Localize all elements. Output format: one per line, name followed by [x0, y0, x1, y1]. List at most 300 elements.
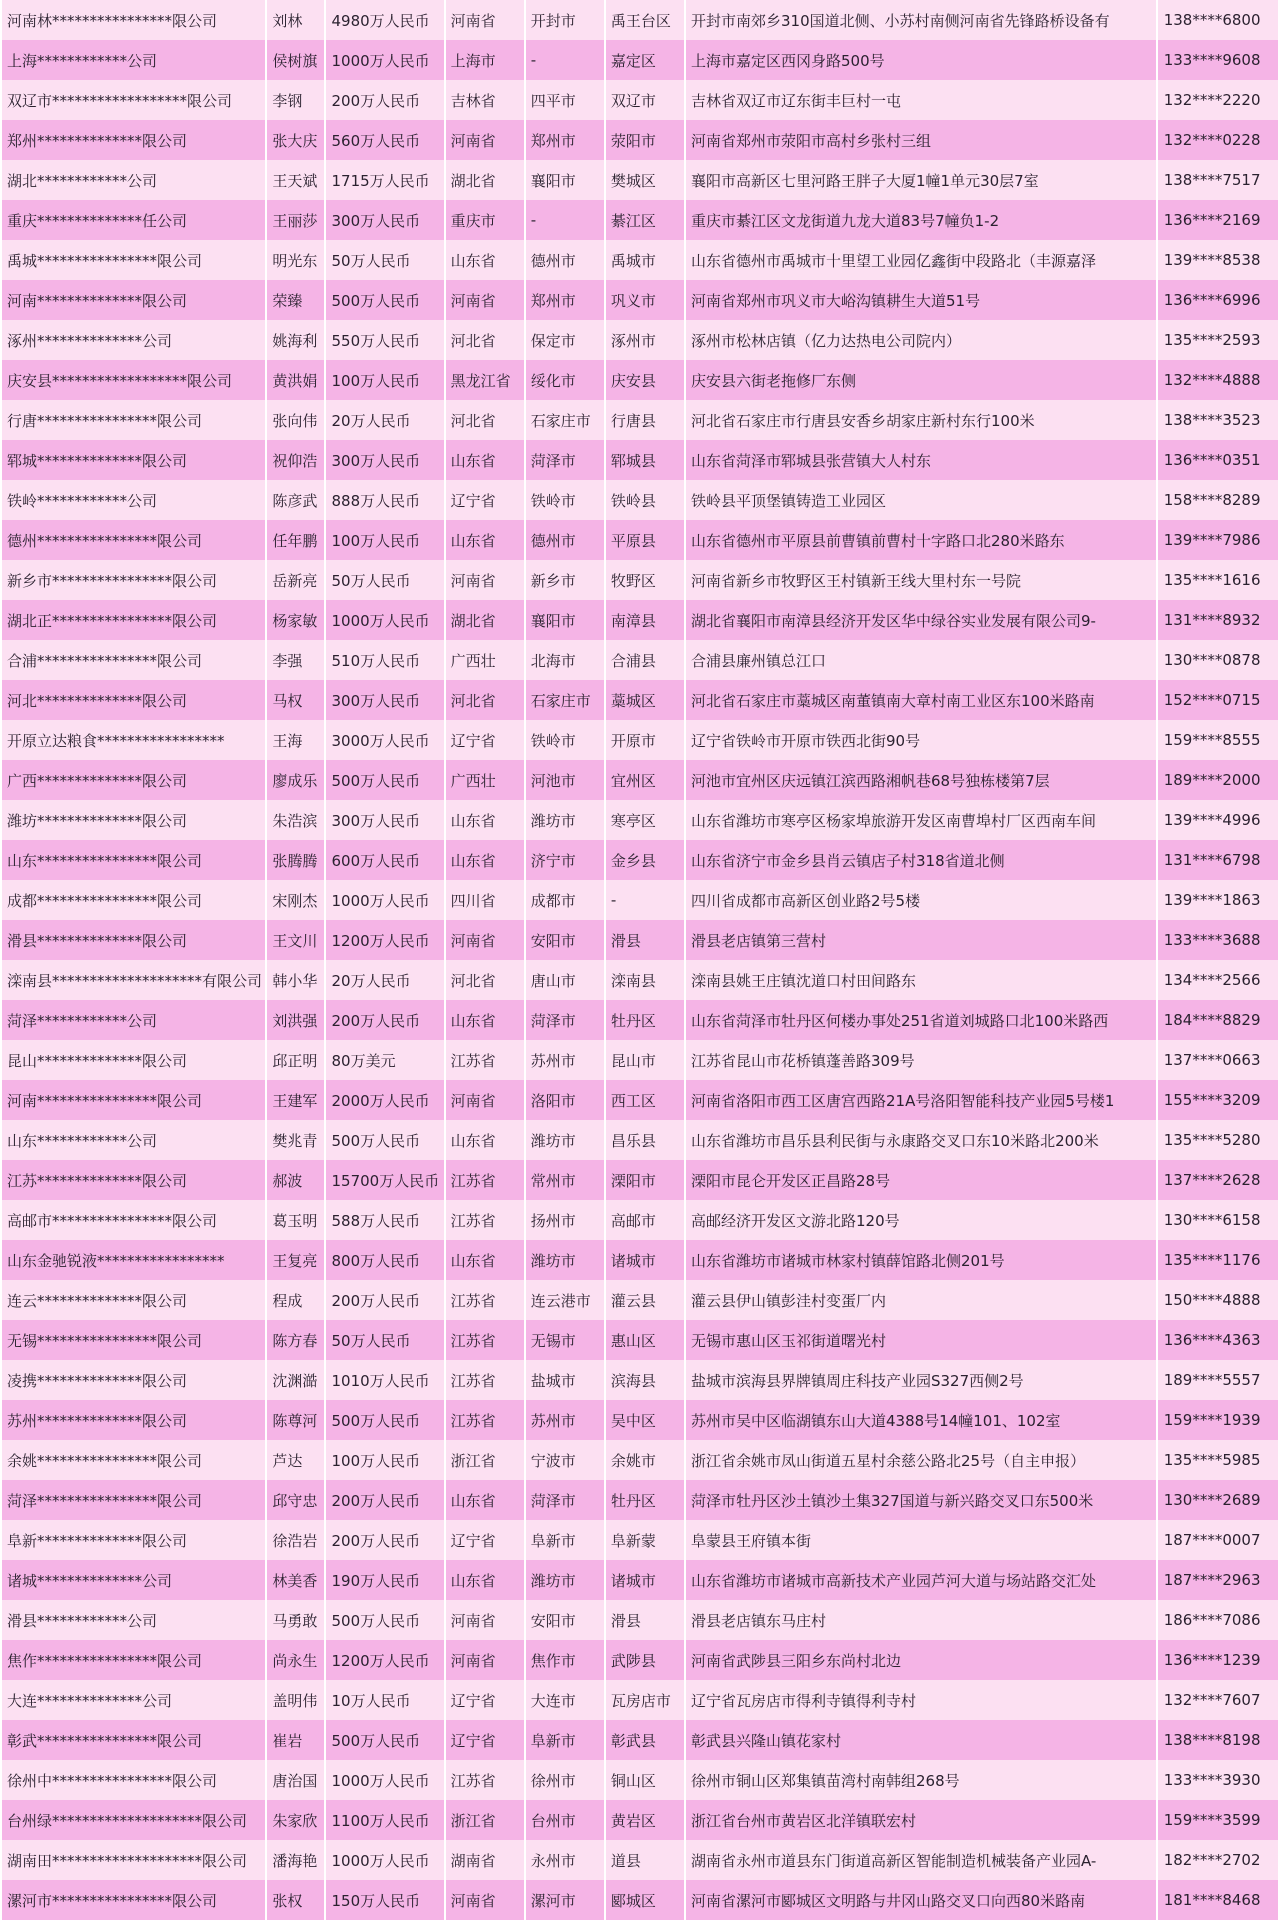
address-cell: 辽宁省瓦房店市得利寺镇得利寺村 — [686, 1680, 1156, 1720]
address-cell: 浙江省台州市黄岩区北洋镇联宏村 — [686, 1800, 1156, 1840]
registered-capital-cell: 200万人民币 — [326, 80, 443, 120]
district-cell: 綦江区 — [606, 200, 684, 240]
district-cell: 樊城区 — [606, 160, 684, 200]
registered-capital-cell: 100万人民币 — [326, 520, 443, 560]
address-cell: 盐城市滨海县界牌镇周庄科技产业园S327西侧2号 — [686, 1360, 1156, 1400]
city-cell: 焦作市 — [526, 1640, 604, 1680]
company-name-cell: 诸城**************公司 — [2, 1560, 265, 1600]
table-body — [2, 0, 1278, 1920]
city-cell: 德州市 — [526, 240, 604, 280]
city-cell: 河池市 — [526, 760, 604, 800]
legal-person-cell: 沈渊澔 — [267, 1360, 324, 1400]
city-cell: 洛阳市 — [526, 1080, 604, 1120]
legal-person-cell: 杨家敏 — [267, 600, 324, 640]
province-cell: 江苏省 — [446, 1200, 524, 1240]
table-row — [2, 1440, 1278, 1480]
legal-person-cell: 陈尊河 — [267, 1400, 324, 1440]
table-row — [2, 240, 1278, 280]
table-row — [2, 1640, 1278, 1680]
company-name-cell: 高邮市****************限公司 — [2, 1200, 265, 1240]
province-cell: 河南省 — [446, 1600, 524, 1640]
city-cell: 菏泽市 — [526, 440, 604, 480]
phone-cell: 189****2000 — [1158, 760, 1278, 800]
registered-capital-cell: 1200万人民币 — [326, 1640, 443, 1680]
table-row — [2, 480, 1278, 520]
phone-cell: 137****2628 — [1158, 1160, 1278, 1200]
registered-capital-cell: 550万人民币 — [326, 320, 443, 360]
phone-cell: 135****1176 — [1158, 1240, 1278, 1280]
district-cell: 宜州区 — [606, 760, 684, 800]
address-cell: 襄阳市高新区七里河路王胖子大厦1幢1单元30层7室 — [686, 160, 1156, 200]
city-cell: 永州市 — [526, 1840, 604, 1880]
legal-person-cell: 刘洪强 — [267, 1000, 324, 1040]
phone-cell: 158****8289 — [1158, 480, 1278, 520]
province-cell: 浙江省 — [446, 1800, 524, 1840]
legal-person-cell: 郝波 — [267, 1160, 324, 1200]
address-cell: 菏泽市牡丹区沙土镇沙土集327国道与新兴路交叉口东500米 — [686, 1480, 1156, 1520]
province-cell: 江苏省 — [446, 1040, 524, 1080]
address-cell: 河南省武陟县三阳乡东尚村北边 — [686, 1640, 1156, 1680]
table-row — [2, 400, 1278, 440]
company-name-cell: 行唐****************限公司 — [2, 400, 265, 440]
phone-cell: 134****2566 — [1158, 960, 1278, 1000]
district-cell: 郓城县 — [606, 440, 684, 480]
legal-person-cell: 韩小华 — [267, 960, 324, 1000]
phone-cell: 136****2169 — [1158, 200, 1278, 240]
phone-cell: 136****1239 — [1158, 1640, 1278, 1680]
table-row — [2, 1160, 1278, 1200]
province-cell: 辽宁省 — [446, 720, 524, 760]
province-cell: 河南省 — [446, 1880, 524, 1920]
table-row — [2, 1480, 1278, 1520]
province-cell: 河南省 — [446, 920, 524, 960]
city-cell: 阜新市 — [526, 1520, 604, 1560]
registered-capital-cell: 50万人民币 — [326, 1320, 443, 1360]
legal-person-cell: 朱浩滨 — [267, 800, 324, 840]
phone-cell: 139****4996 — [1158, 800, 1278, 840]
legal-person-cell: 李钢 — [267, 80, 324, 120]
province-cell: 江苏省 — [446, 1760, 524, 1800]
province-cell: 山东省 — [446, 240, 524, 280]
legal-person-cell: 侯树旗 — [267, 40, 324, 80]
legal-person-cell: 陈方春 — [267, 1320, 324, 1360]
registered-capital-cell: 300万人民币 — [326, 800, 443, 840]
address-cell: 浙江省余姚市凤山街道五星村余慈公路北25号（自主申报） — [686, 1440, 1156, 1480]
legal-person-cell: 陈彦武 — [267, 480, 324, 520]
registered-capital-cell: 300万人民币 — [326, 680, 443, 720]
legal-person-cell: 廖成乐 — [267, 760, 324, 800]
table-row — [2, 1880, 1278, 1920]
province-cell: 河南省 — [446, 120, 524, 160]
city-cell: 苏州市 — [526, 1040, 604, 1080]
legal-person-cell: 王文川 — [267, 920, 324, 960]
city-cell: 潍坊市 — [526, 800, 604, 840]
registered-capital-cell: 200万人民币 — [326, 1480, 443, 1520]
table-row — [2, 1840, 1278, 1880]
company-name-cell: 焦作****************限公司 — [2, 1640, 265, 1680]
district-cell: 合浦县 — [606, 640, 684, 680]
table-row — [2, 280, 1278, 320]
company-name-cell: 禹城****************限公司 — [2, 240, 265, 280]
table-row — [2, 160, 1278, 200]
table-row — [2, 1240, 1278, 1280]
district-cell: 阜新蒙 — [606, 1520, 684, 1560]
company-name-cell: 上海************公司 — [2, 40, 265, 80]
table-row — [2, 1200, 1278, 1240]
address-cell: 庆安县六街老拖修厂东侧 — [686, 360, 1156, 400]
registered-capital-cell: 1000万人民币 — [326, 600, 443, 640]
province-cell: 山东省 — [446, 1560, 524, 1600]
city-cell: 石家庄市 — [526, 680, 604, 720]
company-name-cell: 涿州**************公司 — [2, 320, 265, 360]
phone-cell: 133****9608 — [1158, 40, 1278, 80]
address-cell: 开封市南郊乡310国道北侧、小苏村南侧河南省先锋路桥设备有 — [686, 0, 1156, 40]
table-row — [2, 800, 1278, 840]
address-cell: 辽宁省铁岭市开原市铁西北街90号 — [686, 720, 1156, 760]
city-cell: 德州市 — [526, 520, 604, 560]
registered-capital-cell: 3000万人民币 — [326, 720, 443, 760]
registered-capital-cell: 500万人民币 — [326, 1600, 443, 1640]
province-cell: 湖南省 — [446, 1840, 524, 1880]
city-cell: 潍坊市 — [526, 1240, 604, 1280]
province-cell: 辽宁省 — [446, 1680, 524, 1720]
phone-cell: 159****1939 — [1158, 1400, 1278, 1440]
registered-capital-cell: 2000万人民币 — [326, 1080, 443, 1120]
phone-cell: 133****3688 — [1158, 920, 1278, 960]
province-cell: 江苏省 — [446, 1160, 524, 1200]
address-cell: 山东省潍坊市诸城市林家村镇薛馆路北侧201号 — [686, 1240, 1156, 1280]
registered-capital-cell: 800万人民币 — [326, 1240, 443, 1280]
phone-cell: 181****8468 — [1158, 1880, 1278, 1920]
city-cell: 漯河市 — [526, 1880, 604, 1920]
registered-capital-cell: 500万人民币 — [326, 1720, 443, 1760]
phone-cell: 130****2689 — [1158, 1480, 1278, 1520]
phone-cell: 132****0228 — [1158, 120, 1278, 160]
address-cell: 灌云县伊山镇彭洼村变蛋厂内 — [686, 1280, 1156, 1320]
district-cell: 荥阳市 — [606, 120, 684, 160]
province-cell: 河南省 — [446, 1640, 524, 1680]
district-cell: 禹王台区 — [606, 0, 684, 40]
table-row — [2, 360, 1278, 400]
district-cell: 滦南县 — [606, 960, 684, 1000]
district-cell: 昌乐县 — [606, 1120, 684, 1160]
registered-capital-cell: 100万人民币 — [326, 1440, 443, 1480]
table-row — [2, 1720, 1278, 1760]
phone-cell: 187****2963 — [1158, 1560, 1278, 1600]
table-row — [2, 960, 1278, 1000]
company-name-cell: 德州****************限公司 — [2, 520, 265, 560]
company-name-cell: 开原立达粮食***************** — [2, 720, 265, 760]
district-cell: 牡丹区 — [606, 1000, 684, 1040]
address-cell: 无锡市惠山区玉祁街道曙光村 — [686, 1320, 1156, 1360]
registered-capital-cell: 510万人民币 — [326, 640, 443, 680]
legal-person-cell: 李强 — [267, 640, 324, 680]
district-cell: 双辽市 — [606, 80, 684, 120]
address-cell: 徐州市铜山区郑集镇苗湾村南韩组268号 — [686, 1760, 1156, 1800]
city-cell: 济宁市 — [526, 840, 604, 880]
district-cell: 昆山市 — [606, 1040, 684, 1080]
phone-cell: 130****6158 — [1158, 1200, 1278, 1240]
legal-person-cell: 葛玉明 — [267, 1200, 324, 1240]
province-cell: 广西壮 — [446, 760, 524, 800]
legal-person-cell: 盖明伟 — [267, 1680, 324, 1720]
company-name-cell: 湖北************公司 — [2, 160, 265, 200]
registered-capital-cell: 50万人民币 — [326, 240, 443, 280]
legal-person-cell: 邱守忠 — [267, 1480, 324, 1520]
district-cell: 武陟县 — [606, 1640, 684, 1680]
district-cell: 巩义市 — [606, 280, 684, 320]
company-name-cell: 山东金驰锐液***************** — [2, 1240, 265, 1280]
company-name-cell: 阜新**************限公司 — [2, 1520, 265, 1560]
city-cell: 唐山市 — [526, 960, 604, 1000]
legal-person-cell: 黄洪娟 — [267, 360, 324, 400]
district-cell: 西工区 — [606, 1080, 684, 1120]
registered-capital-cell: 100万人民币 — [326, 360, 443, 400]
district-cell: 南漳县 — [606, 600, 684, 640]
address-cell: 河北省石家庄市行唐县安香乡胡家庄新村东行100米 — [686, 400, 1156, 440]
company-name-cell: 菏泽************公司 — [2, 1000, 265, 1040]
phone-cell: 182****2702 — [1158, 1840, 1278, 1880]
company-name-cell: 湖南田********************限公司 — [2, 1840, 265, 1880]
city-cell: 安阳市 — [526, 1600, 604, 1640]
company-name-cell: 广西**************限公司 — [2, 760, 265, 800]
company-name-cell: 河南林****************限公司 — [2, 0, 265, 40]
city-cell: 郑州市 — [526, 280, 604, 320]
legal-person-cell: 王丽莎 — [267, 200, 324, 240]
district-cell: 涿州市 — [606, 320, 684, 360]
company-name-cell: 潍坊**************限公司 — [2, 800, 265, 840]
legal-person-cell: 王建军 — [267, 1080, 324, 1120]
registered-capital-cell: 1200万人民币 — [326, 920, 443, 960]
province-cell: 江苏省 — [446, 1400, 524, 1440]
phone-cell: 138****6800 — [1158, 0, 1278, 40]
legal-person-cell: 程成 — [267, 1280, 324, 1320]
table-row — [2, 1320, 1278, 1360]
province-cell: 辽宁省 — [446, 1720, 524, 1760]
city-cell: 绥化市 — [526, 360, 604, 400]
legal-person-cell: 任年鹏 — [267, 520, 324, 560]
district-cell: - — [606, 880, 684, 920]
legal-person-cell: 潘海艳 — [267, 1840, 324, 1880]
city-cell: 菏泽市 — [526, 1480, 604, 1520]
table-row — [2, 40, 1278, 80]
legal-person-cell: 芦达 — [267, 1440, 324, 1480]
district-cell: 铁岭县 — [606, 480, 684, 520]
table-row — [2, 440, 1278, 480]
table-row — [2, 520, 1278, 560]
company-name-cell: 江苏**************限公司 — [2, 1160, 265, 1200]
province-cell: 河南省 — [446, 560, 524, 600]
table-row — [2, 760, 1278, 800]
registered-capital-cell: 888万人民币 — [326, 480, 443, 520]
registered-capital-cell: 500万人民币 — [326, 1120, 443, 1160]
registered-capital-cell: 560万人民币 — [326, 120, 443, 160]
company-name-cell: 菏泽****************限公司 — [2, 1480, 265, 1520]
legal-person-cell: 张大庆 — [267, 120, 324, 160]
table-row — [2, 1520, 1278, 1560]
address-cell: 上海市嘉定区西冈身路500号 — [686, 40, 1156, 80]
district-cell: 诸城市 — [606, 1560, 684, 1600]
phone-cell: 184****8829 — [1158, 1000, 1278, 1040]
address-cell: 溧阳市昆仑开发区正昌路28号 — [686, 1160, 1156, 1200]
address-cell: 河南省漯河市郾城区文明路与井冈山路交叉口向西80米路南 — [686, 1880, 1156, 1920]
legal-person-cell: 岳新亮 — [267, 560, 324, 600]
district-cell: 滨海县 — [606, 1360, 684, 1400]
city-cell: 铁岭市 — [526, 720, 604, 760]
registered-capital-cell: 15700万人民币 — [326, 1160, 443, 1200]
legal-person-cell: 宋刚杰 — [267, 880, 324, 920]
district-cell: 滑县 — [606, 1600, 684, 1640]
province-cell: 重庆市 — [446, 200, 524, 240]
province-cell: 湖北省 — [446, 600, 524, 640]
city-cell: 潍坊市 — [526, 1120, 604, 1160]
city-cell: 台州市 — [526, 1800, 604, 1840]
district-cell: 禹城市 — [606, 240, 684, 280]
registered-capital-cell: 588万人民币 — [326, 1200, 443, 1240]
address-cell: 山东省潍坊市诸城市高新技术产业园芦河大道与场站路交汇处 — [686, 1560, 1156, 1600]
company-name-cell: 河北**************限公司 — [2, 680, 265, 720]
table-row — [2, 1080, 1278, 1120]
company-name-cell: 无锡****************限公司 — [2, 1320, 265, 1360]
province-cell: 湖北省 — [446, 160, 524, 200]
table-row — [2, 0, 1278, 40]
district-cell: 铜山区 — [606, 1760, 684, 1800]
city-cell: 襄阳市 — [526, 600, 604, 640]
address-cell: 山东省德州市平原县前曹镇前曹村十字路口北280米路东 — [686, 520, 1156, 560]
address-cell: 滑县老店镇东马庄村 — [686, 1600, 1156, 1640]
company-name-cell: 河南****************限公司 — [2, 1080, 265, 1120]
address-cell: 湖北省襄阳市南漳县经济开发区华中绿谷实业发展有限公司9- — [686, 600, 1156, 640]
phone-cell: 135****2593 — [1158, 320, 1278, 360]
company-name-cell: 湖北正****************限公司 — [2, 600, 265, 640]
district-cell: 彰武县 — [606, 1720, 684, 1760]
province-cell: 山东省 — [446, 840, 524, 880]
province-cell: 四川省 — [446, 880, 524, 920]
phone-cell: 136****4363 — [1158, 1320, 1278, 1360]
table-row — [2, 1360, 1278, 1400]
province-cell: 河北省 — [446, 960, 524, 1000]
registered-capital-cell: 50万人民币 — [326, 560, 443, 600]
address-cell: 河南省郑州市荥阳市高村乡张村三组 — [686, 120, 1156, 160]
district-cell: 嘉定区 — [606, 40, 684, 80]
legal-person-cell: 唐治国 — [267, 1760, 324, 1800]
legal-person-cell: 祝仰浩 — [267, 440, 324, 480]
province-cell: 江苏省 — [446, 1320, 524, 1360]
city-cell: - — [526, 200, 604, 240]
province-cell: 山东省 — [446, 440, 524, 480]
district-cell: 瓦房店市 — [606, 1680, 684, 1720]
company-name-cell: 河南**************限公司 — [2, 280, 265, 320]
address-cell: 湖南省永州市道县东门街道高新区智能制造机械装备产业园A- — [686, 1840, 1156, 1880]
address-cell: 高邮经济开发区文游北路120号 — [686, 1200, 1156, 1240]
table-row — [2, 880, 1278, 920]
province-cell: 山东省 — [446, 520, 524, 560]
province-cell: 辽宁省 — [446, 480, 524, 520]
table-row — [2, 1040, 1278, 1080]
table-row — [2, 920, 1278, 960]
address-cell: 四川省成都市高新区创业路2号5楼 — [686, 880, 1156, 920]
company-name-cell: 郓城**************限公司 — [2, 440, 265, 480]
table-row — [2, 80, 1278, 120]
phone-cell: 150****4888 — [1158, 1280, 1278, 1320]
district-cell: 牡丹区 — [606, 1480, 684, 1520]
address-cell: 山东省济宁市金乡县肖云镇店子村318省道北侧 — [686, 840, 1156, 880]
phone-cell: 131****6798 — [1158, 840, 1278, 880]
province-cell: 河南省 — [446, 0, 524, 40]
address-cell: 山东省菏泽市郓城县张营镇大人村东 — [686, 440, 1156, 480]
province-cell: 山东省 — [446, 800, 524, 840]
registered-capital-cell: 190万人民币 — [326, 1560, 443, 1600]
phone-cell: 187****0007 — [1158, 1520, 1278, 1560]
city-cell: 北海市 — [526, 640, 604, 680]
city-cell: 郑州市 — [526, 120, 604, 160]
city-cell: 新乡市 — [526, 560, 604, 600]
phone-cell: 139****7986 — [1158, 520, 1278, 560]
city-cell: 扬州市 — [526, 1200, 604, 1240]
table-row — [2, 720, 1278, 760]
phone-cell: 135****5985 — [1158, 1440, 1278, 1480]
registered-capital-cell: 500万人民币 — [326, 1400, 443, 1440]
registered-capital-cell: 1000万人民币 — [326, 1840, 443, 1880]
table-row — [2, 1560, 1278, 1600]
registered-capital-cell: 300万人民币 — [326, 440, 443, 480]
province-cell: 广西壮 — [446, 640, 524, 680]
phone-cell: 131****8932 — [1158, 600, 1278, 640]
district-cell: 藁城区 — [606, 680, 684, 720]
district-cell: 吴中区 — [606, 1400, 684, 1440]
company-name-cell: 成都****************限公司 — [2, 880, 265, 920]
registered-capital-cell: 4980万人民币 — [326, 0, 443, 40]
registered-capital-cell: 600万人民币 — [326, 840, 443, 880]
table-row — [2, 1800, 1278, 1840]
phone-cell: 155****3209 — [1158, 1080, 1278, 1120]
legal-person-cell: 徐浩岩 — [267, 1520, 324, 1560]
province-cell: 江苏省 — [446, 1280, 524, 1320]
address-cell: 河南省郑州市巩义市大峪沟镇耕生大道51号 — [686, 280, 1156, 320]
district-cell: 平原县 — [606, 520, 684, 560]
phone-cell: 132****2220 — [1158, 80, 1278, 120]
registered-capital-cell: 1000万人民币 — [326, 880, 443, 920]
company-name-cell: 苏州**************限公司 — [2, 1400, 265, 1440]
legal-person-cell: 马勇敢 — [267, 1600, 324, 1640]
registered-capital-cell: 10万人民币 — [326, 1680, 443, 1720]
phone-cell: 130****0878 — [1158, 640, 1278, 680]
registered-capital-cell: 200万人民币 — [326, 1520, 443, 1560]
phone-cell: 136****6996 — [1158, 280, 1278, 320]
legal-person-cell: 王海 — [267, 720, 324, 760]
company-name-cell: 连云**************限公司 — [2, 1280, 265, 1320]
registered-capital-cell: 20万人民币 — [326, 960, 443, 1000]
phone-cell: 135****5280 — [1158, 1120, 1278, 1160]
table-row — [2, 1680, 1278, 1720]
phone-cell: 139****1863 — [1158, 880, 1278, 920]
province-cell: 山东省 — [446, 1480, 524, 1520]
phone-cell: 138****8198 — [1158, 1720, 1278, 1760]
company-name-cell: 余姚****************限公司 — [2, 1440, 265, 1480]
city-cell: 连云港市 — [526, 1280, 604, 1320]
company-name-cell: 彰武****************限公司 — [2, 1720, 265, 1760]
table-row — [2, 1280, 1278, 1320]
district-cell: 郾城区 — [606, 1880, 684, 1920]
company-name-cell: 凌携**************限公司 — [2, 1360, 265, 1400]
phone-cell: 189****5557 — [1158, 1360, 1278, 1400]
city-cell: 安阳市 — [526, 920, 604, 960]
phone-cell: 138****7517 — [1158, 160, 1278, 200]
district-cell: 道县 — [606, 1840, 684, 1880]
registered-capital-cell: 80万美元 — [326, 1040, 443, 1080]
address-cell: 江苏省昆山市花桥镇蓬善路309号 — [686, 1040, 1156, 1080]
company-name-cell: 昆山**************限公司 — [2, 1040, 265, 1080]
